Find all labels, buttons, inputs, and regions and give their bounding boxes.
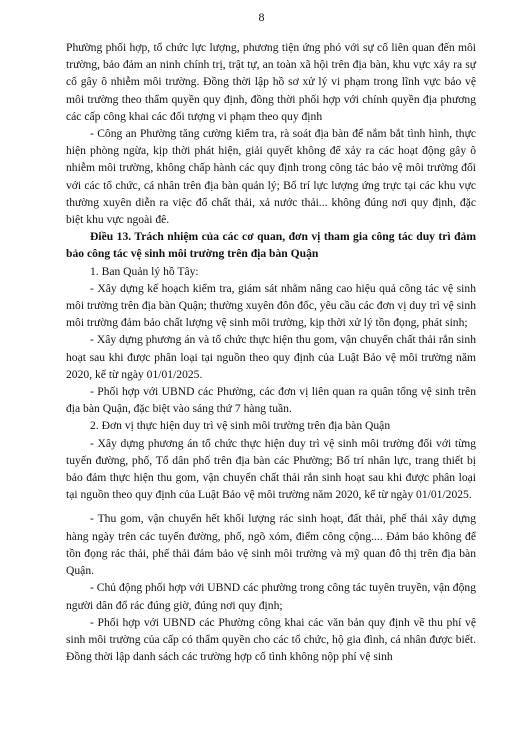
section-2-title: 2. Đơn vị thực hiện duy trì vệ sinh môi trường trên địa bàn Quận (90, 419, 391, 433)
paragraph-1a: - Xây dựng kế hoạch kiểm tra, giám sát nhằm nâng cao hiệu quả công tác vệ sinh môi trường trên địa bàn Quận; thường xuyên đôn đốc, yêu cầu các đơn vị duy trì vệ sinh môi trường đảm bảo chất lượng vệ sinh môi trường, kịp thời xử lý tồn đọng, phát sinh; (66, 281, 476, 330)
paragraph-2c: - Chủ động phối hợp với UBND các phường trong công tác tuyên truyền, vận động người dân đổ rác đúng giờ, đúng nơi quy định; (66, 581, 476, 612)
paragraph-2d: - Phối hợp với UBND các Phường công khai các văn bản quy định về thu phí vệ sinh môi trường của cấp có thẩm quyền cho các tổ chức, hộ gia đình, cá nhân được biết. Đồng thời lập danh sách các trường hợp cố tình không nộp phí vệ sinh (66, 615, 476, 664)
paragraph-2a: - Xây dựng phương án tổ chức thực hiện duy trì vệ sinh môi trường đối với từng tuyến đường, phố, Tổ dân phố trên địa bàn các Phường; Bố trí nhân lực, trang thiết bị bảo đảm thực hiện thu gom, vận chuyển chất thải rắn sinh hoạt sau khi được phân loại tại nguồn theo quy định của Luật Bảo vệ môi trường năm 2020, kể từ ngày 01/01/2025. (66, 436, 476, 502)
section-1-title: 1. Ban Quản lý hồ Tây: (90, 264, 199, 278)
paragraph-2b: - Thu gom, vận chuyển hết khối lượng rác sinh hoạt, đất thải, phế thải xây dựng hàng ngày trên các tuyến đường, phố, ngõ xóm, điểm công cộng.... Đảm bảo không để tồn đọng rác thải, phế thải đảm bảo vệ sinh môi trường và mỹ quan đô thị trên địa bàn Quận. (66, 512, 476, 578)
document-body (66, 39, 476, 665)
paragraph-1b: - Xây dựng phương án và tổ chức thực hiện thu gom, vận chuyển chất thải rắn sinh hoạt sau khi được phân loại tại nguồn theo quy định của Luật Bảo vệ môi trường năm 2020, kể từ ngày 01/01/2025. (66, 333, 476, 381)
article-13-heading: Điều 13. Trách nhiệm của các cơ quan, đơn vị tham gia công tác duy trì đảm bảo công tác vệ sinh môi trường trên địa bàn Quận (66, 230, 476, 261)
paragraph-1c: - Phối hợp với UBND các Phường, các đơn vị liên quan ra quân tổng vệ sinh trên địa bàn Quận, đặc biệt vào sáng thứ 7 hàng tuần. (66, 385, 476, 416)
paragraph-police: - Công an Phường tăng cường kiểm tra, rà soát địa bàn để nắm bắt tình hình, thực hiện phòng ngừa, kịp thời phát hiện, giải quyết không để xảy ra các hoạt động gây ô nhiễm môi trường, không chấp hành các quy định trong công tác bảo vệ môi trường đối với các tổ chức, cá nhân trên địa bàn quản lý; Bố trí lực lượng ứng trực tại các khu vực thường xuyên diễn ra việc đổ chất thải, xả nước thải... không đúng nơi quy định, đặc biệt khu vực ngoài đê. (66, 127, 476, 227)
page-number: 8 (258, 10, 265, 24)
paragraph-cont: Phường phối hợp, tổ chức lực lượng, phương tiện ứng phó với sự cố liên quan đến môi trường, bảo đảm an ninh chính trị, trật tự, an toàn xã hội trên địa bàn, khu vực xảy ra sự cố gây ô nhiễm môi trường. Đồng thời lập hồ sơ xử lý vi phạm trong lĩnh vực bảo vệ môi trường theo thẩm quyền quy định, đồng thời phối hợp với chính quyền địa phương các cấp công khai các đối tượng vi phạm theo quy định (66, 41, 476, 123)
